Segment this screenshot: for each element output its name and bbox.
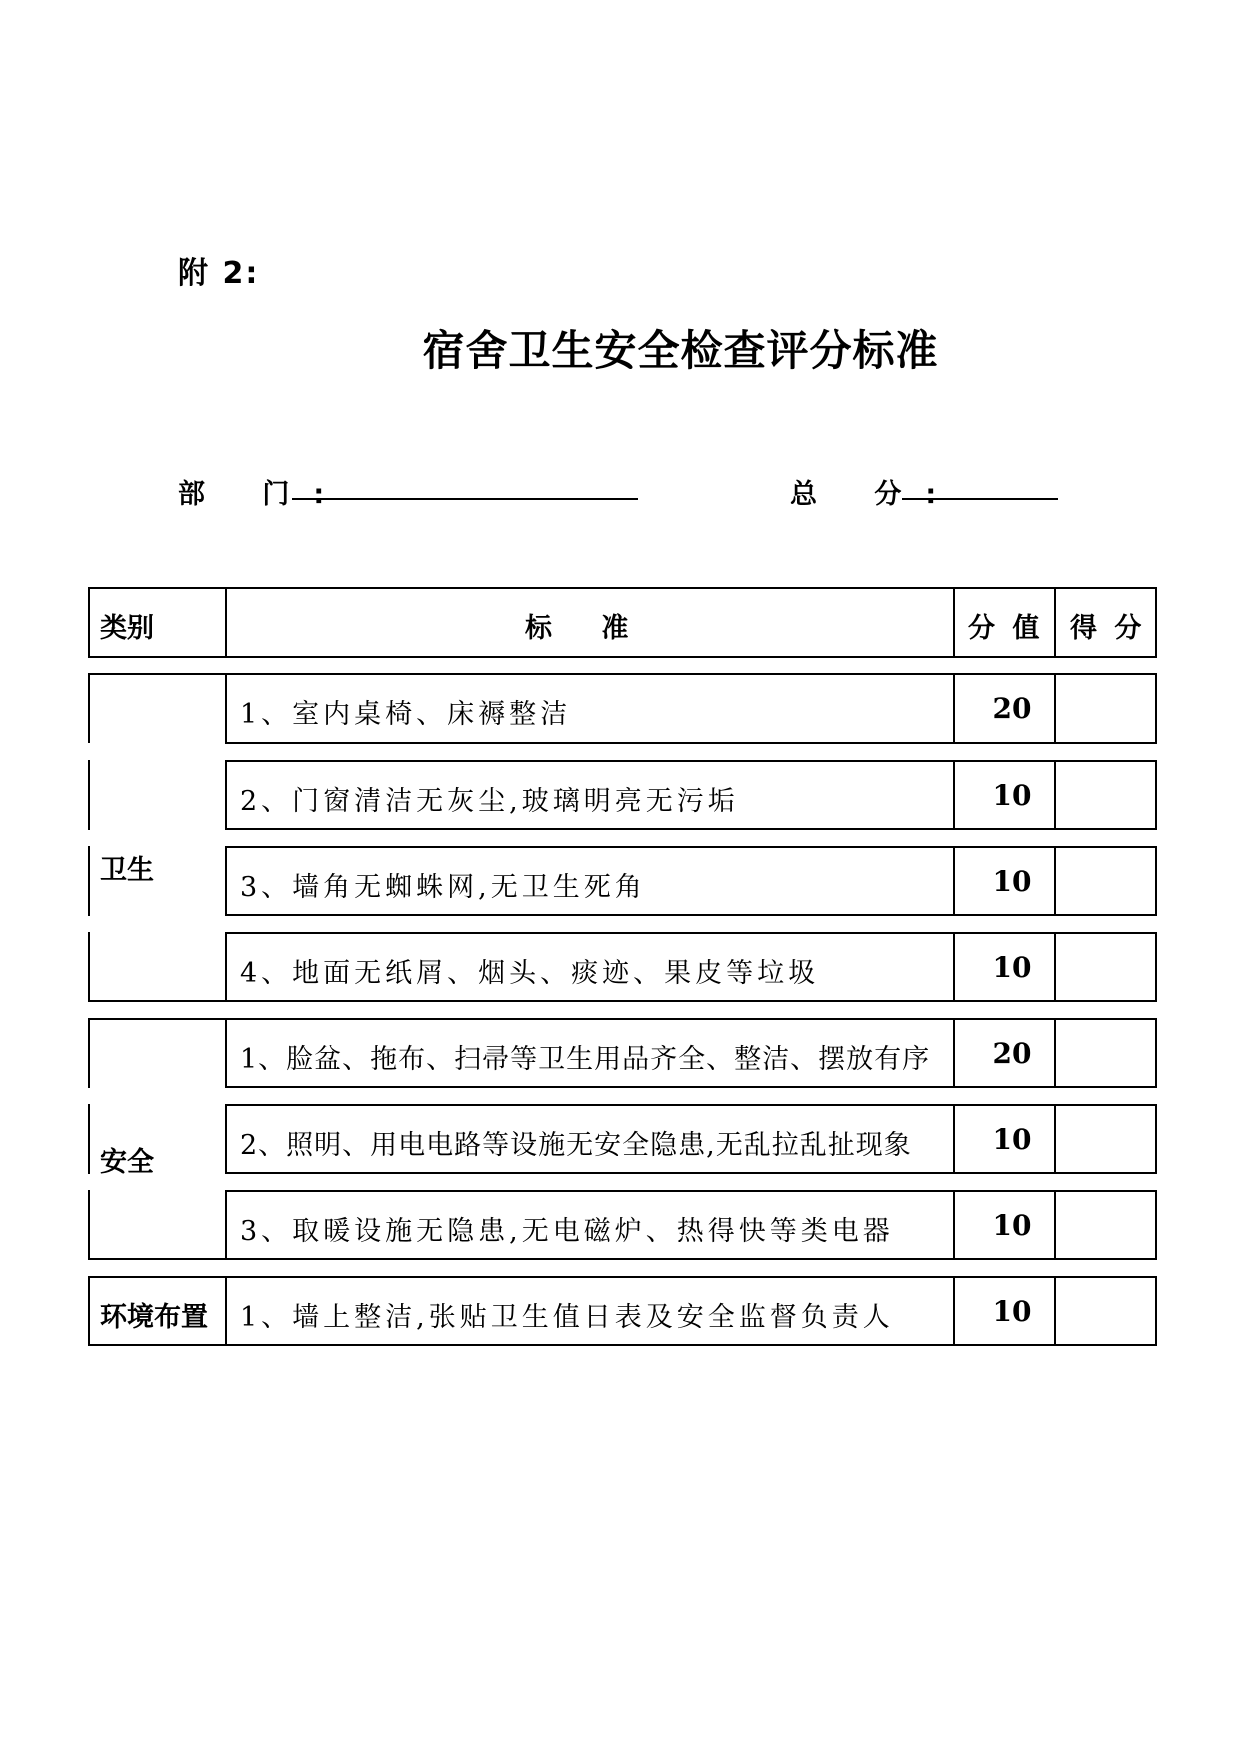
divider	[1054, 587, 1056, 658]
value-text: 20	[992, 692, 1032, 725]
value-text: 10	[992, 865, 1032, 898]
value-text: 20	[992, 1037, 1032, 1070]
divider	[953, 1276, 955, 1346]
category-label: 卫生	[100, 855, 154, 886]
category-left-edge	[88, 1018, 90, 1088]
category-left-edge	[88, 673, 90, 743]
header-category: 类别	[100, 613, 154, 644]
value-text: 10	[992, 1209, 1032, 1242]
category-left-edge	[88, 932, 90, 1002]
department-label: 部 门:	[178, 479, 349, 510]
standard-text: 1、室内桌椅、床褥整洁	[240, 699, 572, 730]
page-title: 宿舍卫生安全检查评分标准	[422, 326, 939, 375]
category-bottom-edge	[88, 1000, 226, 1002]
standard-text: 1、脸盆、拖布、扫帚等卫生用品齐全、整洁、摆放有序	[240, 1044, 931, 1075]
category-left-edge	[88, 846, 90, 916]
standard-text: 2、照明、用电电路等设施无安全隐患,无乱拉乱扯现象	[240, 1130, 912, 1161]
category-top-edge	[88, 1018, 226, 1020]
divider	[953, 1018, 955, 1088]
header-standard: 标 准	[525, 613, 649, 644]
divider	[225, 1276, 227, 1346]
standard-text: 2、门窗清洁无灰尘,玻璃明亮无污垢	[240, 786, 739, 817]
divider	[953, 846, 955, 916]
divider	[953, 1190, 955, 1260]
header-value: 分 值	[968, 613, 1044, 644]
total-score-blank[interactable]	[902, 498, 1058, 500]
standard-text: 1、墙上整洁,张贴卫生值日表及安全监督负责人	[240, 1302, 894, 1333]
value-text: 10	[992, 951, 1032, 984]
category-label: 环境布置	[100, 1302, 208, 1333]
category-top-edge	[88, 673, 226, 675]
divider	[953, 1104, 955, 1174]
category-label: 安全	[100, 1147, 154, 1178]
divider	[953, 932, 955, 1002]
category-left-edge	[88, 760, 90, 830]
category-bottom-edge	[88, 1258, 226, 1260]
divider	[953, 760, 955, 830]
header-score: 得 分	[1070, 613, 1146, 644]
divider	[953, 673, 955, 744]
standard-text: 4、地面无纸屑、烟头、痰迹、果皮等垃圾	[240, 958, 820, 989]
category-left-edge	[88, 1190, 90, 1260]
department-blank[interactable]	[292, 498, 638, 500]
value-text: 10	[992, 1123, 1032, 1156]
total-score-label: 总 分:	[790, 479, 961, 510]
value-text: 10	[992, 1295, 1032, 1328]
divider	[225, 587, 227, 658]
standard-text: 3、墙角无蜘蛛网,无卫生死角	[240, 872, 646, 903]
category-left-edge	[88, 1104, 90, 1174]
attachment-label: 附 2:	[178, 256, 260, 291]
divider	[953, 587, 955, 658]
standard-text: 3、取暖设施无隐患,无电磁炉、热得快等类电器	[240, 1216, 894, 1247]
value-text: 10	[992, 779, 1032, 812]
